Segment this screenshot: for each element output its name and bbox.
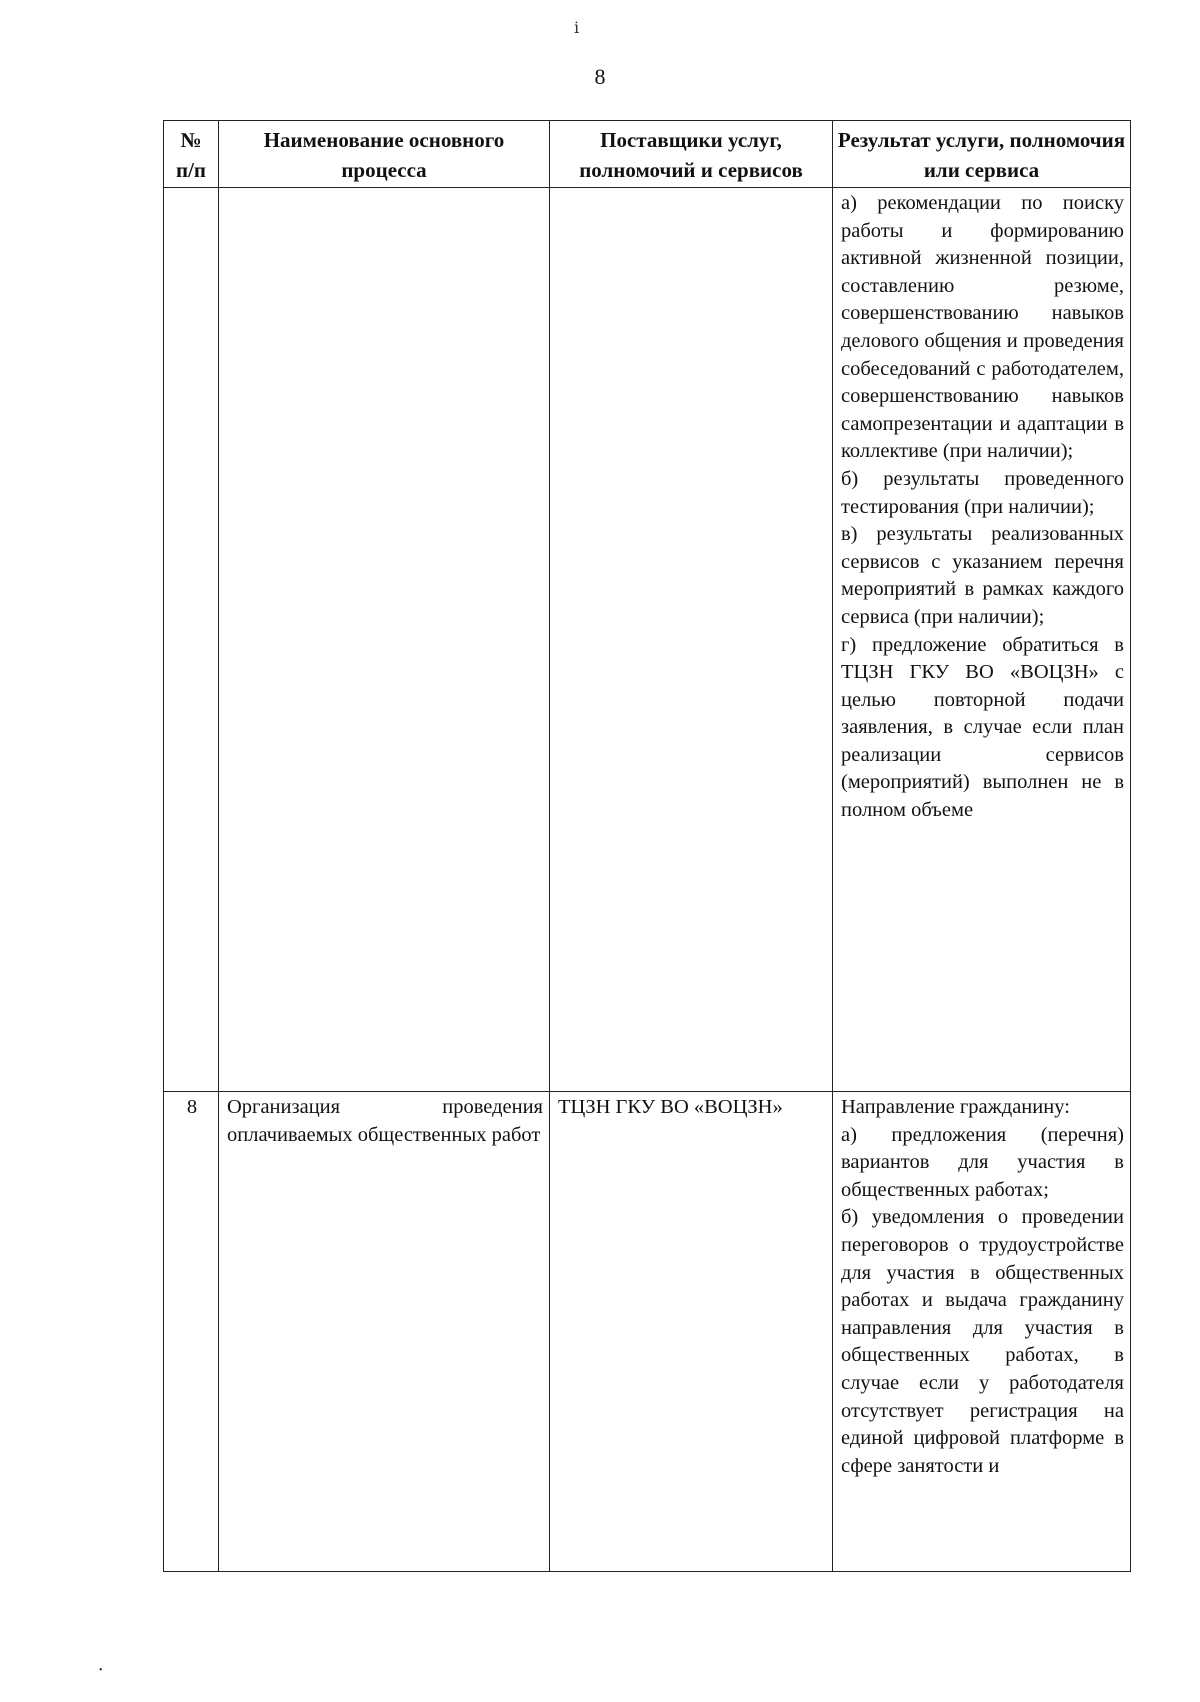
row-providers: ТЦЗН ГКУ ВО «ВОЦЗН» bbox=[550, 1092, 833, 1572]
row-num bbox=[164, 188, 219, 1092]
header-num: № п/п bbox=[164, 121, 219, 188]
table-row bbox=[164, 188, 1131, 1092]
result-item: а) рекомендации по поиску работы и формированию активной жизненной позиции, составлению резюме, совершенствованию навыков делового общения и проведения собеседований с работодателем, совершенствованию навыков самопрезентации и адаптации в коллективе (при наличии); bbox=[841, 192, 1124, 463]
table-header-row bbox=[164, 121, 1131, 188]
services-table bbox=[163, 120, 1131, 1572]
result-item: Направление гражданину: bbox=[841, 1096, 1070, 1118]
result-item: б) результаты проведенного тестирования (при наличии); bbox=[841, 467, 1124, 518]
table-row bbox=[164, 1092, 1131, 1572]
result-item: б) уведомления о проведении переговоров о трудоустройстве для участия в общественных работах и выдача гражданину направления для участия в общественных работах, в случае если у работодателя отсутствует регистрация на единой цифровой платформе в сфере занятости и bbox=[841, 1206, 1124, 1477]
row-providers bbox=[550, 188, 833, 1092]
result-item: г) предложение обратиться в ТЦЗН ГКУ ВО «ВОЦЗН» с целью повторной подачи заявления, в случае если план реализации сервисов (мероприятий) выполнен не в полном объеме bbox=[841, 633, 1124, 822]
scan-mark: ⅰ bbox=[574, 20, 580, 37]
scan-speck: • bbox=[99, 1665, 103, 1676]
row-process bbox=[219, 188, 550, 1092]
row-result bbox=[833, 1092, 1131, 1572]
row-process: Организация проведения оплачиваемых общественных работ bbox=[219, 1092, 550, 1572]
row-num: 8 bbox=[164, 1092, 219, 1572]
result-item: а) предложения (перечня) вариантов для участия в общественных работах; bbox=[841, 1123, 1124, 1201]
row-result bbox=[833, 188, 1131, 1092]
header-providers: Поставщики услуг, полномочий и сервисов bbox=[550, 121, 833, 188]
header-result: Результат услуги, полномочия или сервиса bbox=[833, 121, 1131, 188]
result-item: в) результаты реализованных сервисов с указанием перечня мероприятий в рамках каждого сервиса (при наличии); bbox=[841, 523, 1124, 628]
page-number: 8 bbox=[594, 64, 606, 89]
header-process: Наименование основного процесса bbox=[219, 121, 550, 188]
